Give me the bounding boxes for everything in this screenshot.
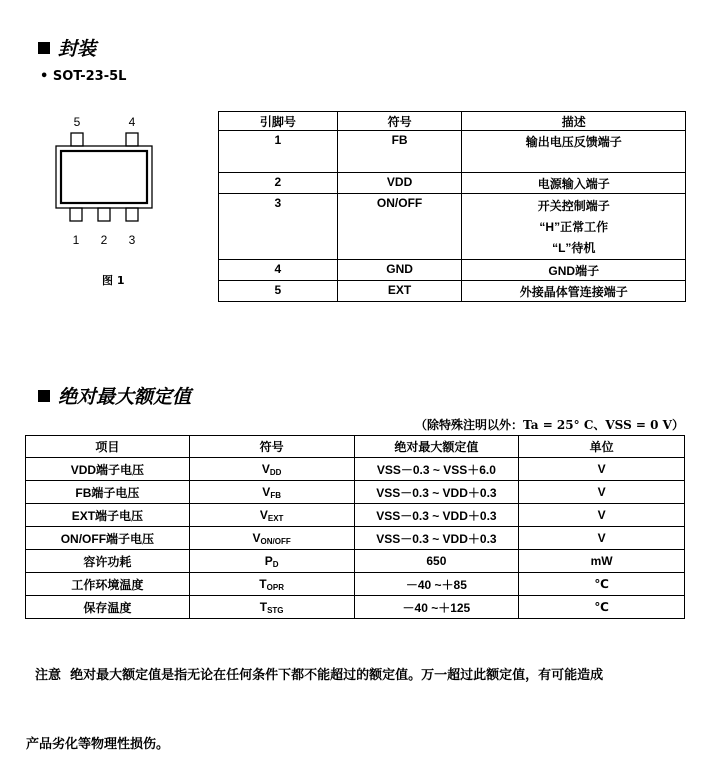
pin-4-lead [126, 133, 138, 146]
pin-3-lead [126, 208, 138, 221]
absolute-max-ratings-table [25, 435, 685, 619]
rating-symbol [189, 504, 354, 527]
table-row [26, 527, 685, 550]
pin-desc [462, 194, 686, 260]
pin-symbol: VDD [337, 173, 462, 194]
pin-number: 4 [219, 260, 338, 281]
package-name: • SOT-23-5L [40, 69, 127, 84]
rating-unit: V [519, 504, 685, 527]
symbol-subscript: STG [267, 606, 284, 615]
rating-value: VSS－0.3 ~ VDD＋0.3 [354, 527, 519, 550]
pin-table-header-row [219, 112, 686, 131]
symbol-main: V [259, 508, 268, 522]
square-bullet-icon [38, 42, 50, 54]
rating-symbol [189, 550, 354, 573]
rating-symbol [189, 527, 354, 550]
rating-item: EXT端子电压 [26, 504, 190, 527]
table-row [219, 194, 686, 260]
figure-caption: 图 1 [102, 274, 125, 287]
symbol-subscript: EXT [267, 514, 284, 523]
symbol-subscript: FB [270, 491, 281, 500]
table-row [26, 596, 685, 619]
pin-label-1: 1 [72, 233, 80, 247]
table-row [26, 481, 685, 504]
rating-value: －40 ~＋85 [354, 573, 519, 596]
rating-item: FB端子电压 [26, 481, 190, 504]
ratings-title-text: 绝对最大额定值 [58, 386, 192, 408]
rating-symbol [189, 481, 354, 504]
pin-label-5: 5 [73, 115, 81, 129]
header-value: 绝对最大额定值 [354, 436, 519, 458]
pin-desc-line: 开关控制端子 [537, 199, 610, 213]
note-line: 注意 绝对最大额定值是指无论在任何条件下都不能超过的额定值。万一超过此额定值，有可能造成 [26, 668, 604, 683]
table-row [219, 173, 686, 194]
symbol-main: V [252, 531, 261, 545]
symbol-main: T [259, 577, 267, 591]
pin-symbol: FB [337, 131, 462, 173]
rating-item: 保存温度 [26, 596, 190, 619]
pin-symbol: GND [337, 260, 462, 281]
package-body-inner [61, 151, 147, 203]
rating-unit: ℃ [519, 596, 685, 619]
pin-description-table [218, 111, 686, 302]
header-unit: 单位 [519, 436, 685, 458]
table-row [26, 573, 685, 596]
pin-desc: 外接晶体管连接端子 [462, 281, 686, 302]
rating-unit: mW [519, 550, 685, 573]
rating-item: VDD端子电压 [26, 458, 190, 481]
symbol-subscript: D [272, 560, 279, 569]
package-body-outer [56, 146, 152, 208]
pin-number: 2 [219, 173, 338, 194]
table-row [26, 550, 685, 573]
pin-desc: GND端子 [462, 260, 686, 281]
pin-label-3: 3 [128, 233, 136, 247]
ratings-note [26, 618, 696, 779]
pin-number: 3 [219, 194, 338, 260]
ratings-header-row [26, 436, 685, 458]
pin-desc-line: “L”待机 [552, 241, 596, 255]
rating-unit: V [519, 481, 685, 504]
header-item: 项目 [26, 436, 190, 458]
table-row [26, 504, 685, 527]
header-symbol: 符号 [189, 436, 354, 458]
header-desc: 描述 [462, 112, 686, 131]
pin-desc: 输出电压反馈端子 [462, 131, 686, 173]
package-title-text: 封装 [58, 38, 97, 60]
table-row [219, 131, 686, 173]
header-symbol: 符号 [337, 112, 462, 131]
package-section-title [38, 34, 96, 61]
table-row [219, 260, 686, 281]
rating-symbol [189, 573, 354, 596]
sot23-package-diagram [50, 110, 160, 250]
ratings-condition: （除特殊注明以外：Ta = 25° C、VSS = 0 V） [414, 418, 684, 432]
pin-2-lead [98, 208, 110, 221]
rating-item: ON/OFF端子电压 [26, 527, 190, 550]
pin-symbol: EXT [337, 281, 462, 302]
rating-unit: V [519, 458, 685, 481]
symbol-subscript: OPR [266, 583, 284, 592]
symbol-subscript: ON/OFF [260, 537, 291, 546]
rating-unit: ℃ [519, 573, 685, 596]
pin-number: 5 [219, 281, 338, 302]
rating-item: 容许功耗 [26, 550, 190, 573]
square-bullet-icon [38, 390, 50, 402]
table-row [26, 458, 685, 481]
symbol-main: V [262, 485, 271, 499]
symbol-subscript: DD [269, 468, 282, 477]
pin-desc-line: “H”正常工作 [539, 220, 609, 234]
pin-5-lead [71, 133, 83, 146]
pin-number: 1 [219, 131, 338, 173]
pin-label-4: 4 [128, 115, 136, 129]
pin-1-lead [70, 208, 82, 221]
rating-item: 工作环境温度 [26, 573, 190, 596]
rating-value: VSS－0.3 ~ VDD＋0.3 [354, 504, 519, 527]
ratings-section-title [38, 382, 191, 409]
table-row [219, 281, 686, 302]
pin-symbol: ON/OFF [337, 194, 462, 260]
note-line: 产品劣化等物理性损伤。 [26, 737, 170, 752]
pin-label-2: 2 [100, 233, 108, 247]
rating-symbol [189, 458, 354, 481]
symbol-main: P [264, 554, 273, 568]
symbol-main: T [259, 600, 268, 614]
header-pin: 引脚号 [219, 112, 338, 131]
rating-value: 650 [354, 550, 519, 573]
pin-desc: 电源输入端子 [462, 173, 686, 194]
rating-value: VSS－0.3 ~ VSS＋6.0 [354, 458, 519, 481]
rating-value: VSS－0.3 ~ VDD＋0.3 [354, 481, 519, 504]
rating-value: －40 ~＋125 [354, 596, 519, 619]
rating-symbol [189, 596, 354, 619]
rating-unit: V [519, 527, 685, 550]
symbol-main: V [261, 462, 270, 476]
